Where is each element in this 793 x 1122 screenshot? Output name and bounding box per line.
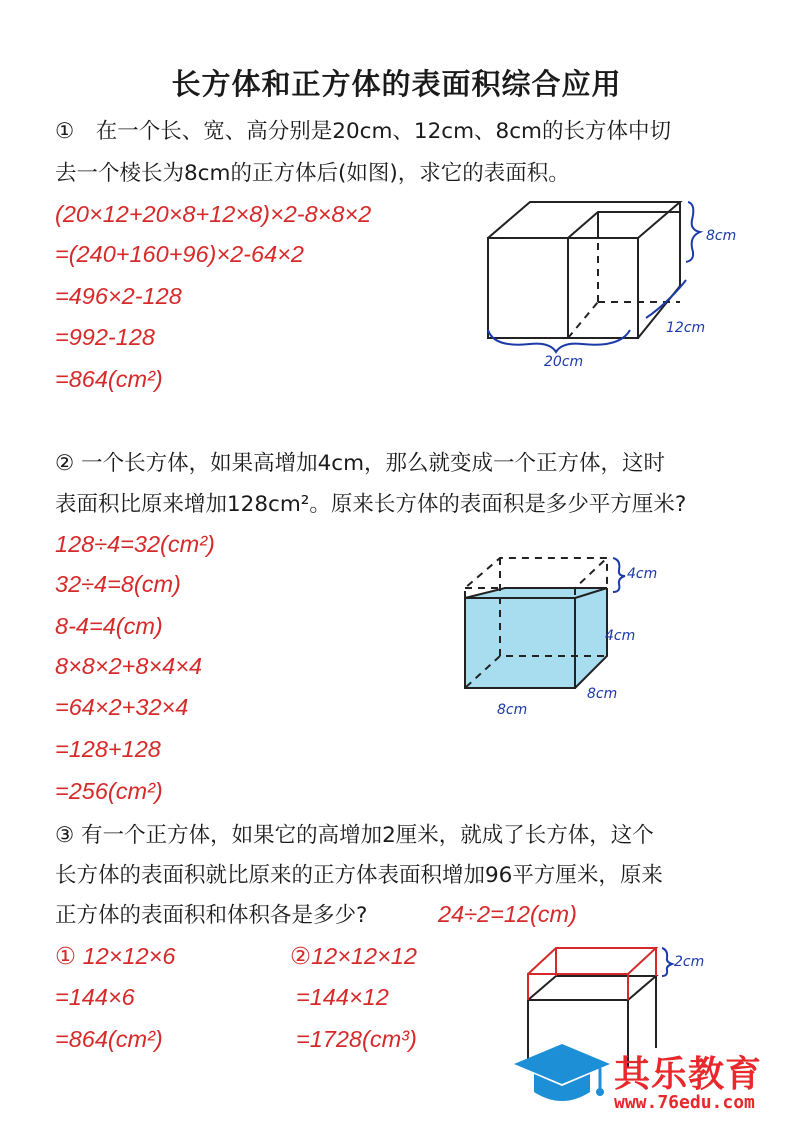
logo-url: www.76edu.com [614,1092,755,1113]
q2-answer-line: 8×8×2+8×4×4 [55,653,203,679]
q2-answer-line: =256(cm²) [55,778,163,804]
q3-answer-b-line: =1728(cm³) [296,1026,417,1052]
q3-text-line2: 长方体的表面积就比原来的正方体表面积增加96平方厘米，原来 [55,863,663,888]
graduation-cap-icon [512,1040,612,1114]
q2-answer-line: =64×2+32×4 [55,694,189,720]
q2-top-label: 4cm [627,566,658,582]
q1-answer-line: =(240+160+96)×2-64×2 [55,241,304,267]
q1-answer-line: =992-128 [55,324,155,350]
water-fill [465,588,607,688]
q3-answer-a-line: ① 12×12×6 [55,943,176,969]
q2-side-label: 4cm [605,628,636,644]
logo-name: 其乐教育 [614,1054,763,1095]
q1-text-line2: 去一个棱长为8cm的正方体后(如图)，求它的表面积。 [55,161,570,186]
q1-answer-line: =496×2-128 [55,283,182,309]
page-title: 长方体和正方体的表面积综合应用 [171,67,622,101]
q2-figure [455,548,755,723]
q3-answer-b-line: =144×12 [296,984,389,1010]
q3-answer-a-line: =864(cm²) [55,1026,163,1052]
q1-length-label: 20cm [544,354,584,370]
q1-answer-line: (20×12+20×8+12×8)×2-8×8×2 [55,201,372,227]
q3-text-line1: ③ 有一个正方体，如果它的高增加2厘米，就成了长方体，这个 [55,823,654,848]
q3-answer-b-line: ②12×12×12 [290,943,417,969]
q2-answer-line: =128+128 [55,736,161,762]
q1-width-label: 12cm [666,320,706,336]
q3-text-line3: 正方体的表面积和体积各是多少? [55,903,368,928]
q2-depth-label: 8cm [587,686,618,702]
q1-height-label: 8cm [706,228,737,244]
q1-answer-line: =864(cm²) [55,366,163,392]
q3-answer-a-line: =144×6 [55,984,135,1010]
q1-text-line1: ① 在一个长、宽、高分别是20cm、12cm、8cm的长方体中切 [55,119,671,144]
q2-answer-line: 32÷4=8(cm) [55,571,181,597]
q2-text-line1: ② 一个长方体，如果高增加4cm，那么就变成一个正方体，这时 [55,451,666,476]
q2-text-line2: 表面积比原来增加128cm²。原来长方体的表面积是多少平方厘米? [55,492,687,517]
q2-answer-line: 128÷4=32(cm²) [55,531,215,557]
q2-answer-line: 8-4=4(cm) [55,613,163,639]
q3-top-label: 2cm [674,954,705,970]
q1-figure [470,190,770,380]
q3-inline-answer: 24÷2=12(cm) [438,901,577,927]
q2-bottom-label: 8cm [497,702,528,718]
